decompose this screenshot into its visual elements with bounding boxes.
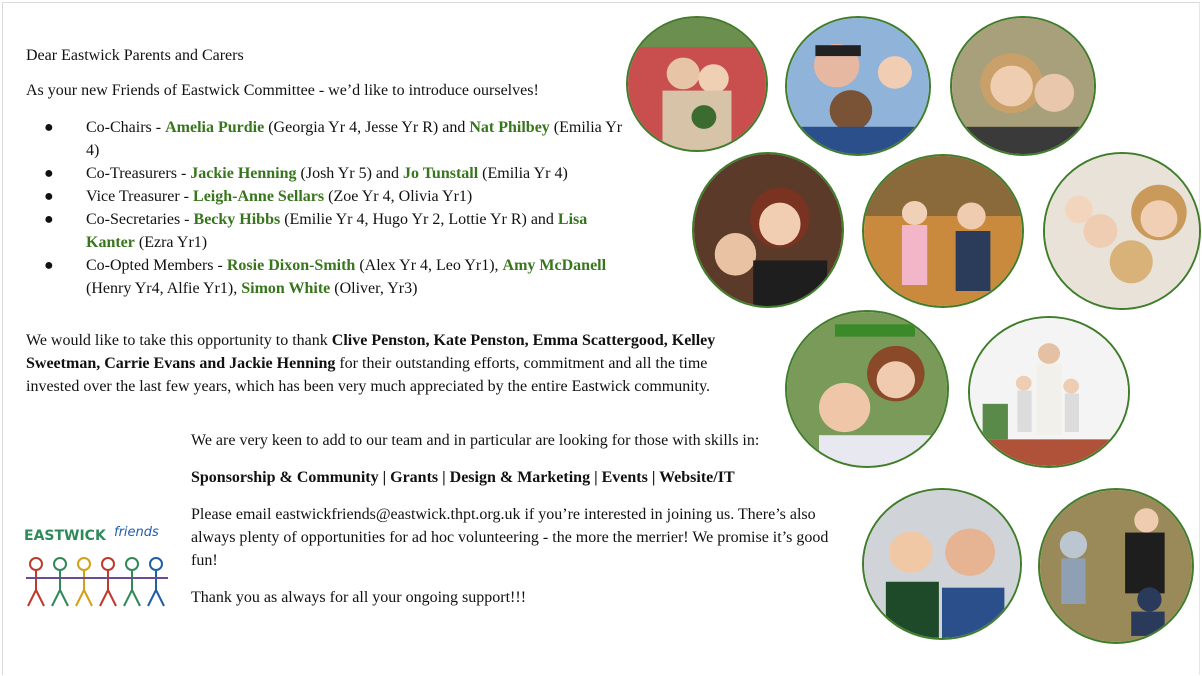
committee-list [26, 116, 626, 300]
greeting: Dear Eastwick Parents and Carers [26, 47, 244, 64]
committee-photo-6 [1043, 152, 1201, 310]
role-text: (Emilia Yr 4) [86, 119, 623, 159]
bullet-icon: ● [44, 165, 54, 182]
member-name: Jo Tunstall [403, 165, 479, 182]
bullet-icon: ● [44, 119, 54, 136]
intro: As your new Friends of Eastwick Committee - we’d like to introduce ourselves! [26, 82, 539, 99]
role-text: Co-Chairs - [86, 119, 166, 136]
member-name: Amelia Purdie [165, 119, 265, 136]
logo-title-a: EASTWICK [24, 528, 106, 544]
role-text: (Emilia Yr 4) [478, 165, 568, 182]
logo-title-b: friends [114, 525, 159, 540]
email-paragraph: Please email eastwickfriends@eastwick.thpt.org.uk if you’re interested in joining us. There’s also always plenty of opportunities for ad hoc volunteering - the more the merrier! We promise it’s good fun! [191, 506, 829, 569]
bullet-icon: ● [44, 188, 54, 205]
role-text: (Emilie Yr 4, Hugo Yr 2, Lottie Yr R) and [280, 211, 558, 228]
member-name: Becky Hibbs [193, 211, 281, 228]
role-text: Co-Secretaries - [86, 211, 194, 228]
committee-role-item [26, 254, 626, 300]
member-name: Leigh-Anne Sellars [193, 188, 325, 205]
signoff: Thank you as always for all your ongoing support!!! [191, 589, 527, 606]
member-name: Simon White [241, 280, 331, 297]
bullet-icon: ● [44, 257, 54, 274]
committee-photo-3 [950, 16, 1096, 156]
role-text: (Zoe Yr 4, Olivia Yr1) [324, 188, 473, 205]
member-name: Amy McDanell [502, 257, 607, 274]
role-text: (Ezra Yr1) [134, 234, 208, 251]
role-text: (Alex Yr 4, Leo Yr1), [355, 257, 503, 274]
role-text: (Josh Yr 5) and [296, 165, 404, 182]
committee-photo-8 [968, 316, 1130, 468]
member-name: Nat Philbey [469, 119, 550, 136]
committee-role-item [26, 208, 626, 254]
eastwick-friends-logo [22, 516, 174, 614]
member-name: Lisa Kanter [86, 211, 588, 251]
member-name: Jackie Henning [190, 165, 297, 182]
role-text: Co-Opted Members - [86, 257, 227, 274]
role-text: (Georgia Yr 4, Jesse Yr R) and [264, 119, 470, 136]
committee-photo-5 [862, 154, 1024, 308]
committee-photo-4 [692, 152, 844, 308]
committee-photo-9 [862, 488, 1022, 640]
committee-role-item [26, 116, 626, 162]
skills-list: Sponsorship & Community | Grants | Design & Marketing | Events | Website/IT [191, 469, 735, 486]
role-text: (Oliver, Yr3) [330, 280, 418, 297]
member-name: Rosie Dixon-Smith [226, 257, 356, 274]
committee-photo-2 [785, 16, 931, 156]
thanks-paragraph [26, 329, 756, 398]
committee-role-item [26, 185, 626, 208]
committee-photo-7 [785, 310, 949, 468]
role-text: Vice Treasurer - [86, 188, 194, 205]
thanks-pre: We would like to take this opportunity to thank [26, 332, 332, 349]
committee-photo-10 [1038, 488, 1194, 644]
role-text: Co-Treasurers - [86, 165, 191, 182]
thanks-post: for their outstanding efforts, commitment and all the time invested over the last few years, which has been very much appreciated by the entire Eastwick community. [26, 355, 711, 395]
recruit-lead: We are very keen to add to our team and in particular are looking for those with skills in: [191, 432, 760, 449]
bullet-icon: ● [44, 211, 54, 228]
role-text: (Henry Yr4, Alfie Yr1), [86, 280, 242, 297]
committee-photo-1 [626, 16, 768, 152]
thanks-names: Clive Penston, Kate Penston, Emma Scattergood, Kelley Sweetman, Carrie Evans and Jackie Henning [26, 332, 716, 372]
committee-role-item [26, 162, 626, 185]
